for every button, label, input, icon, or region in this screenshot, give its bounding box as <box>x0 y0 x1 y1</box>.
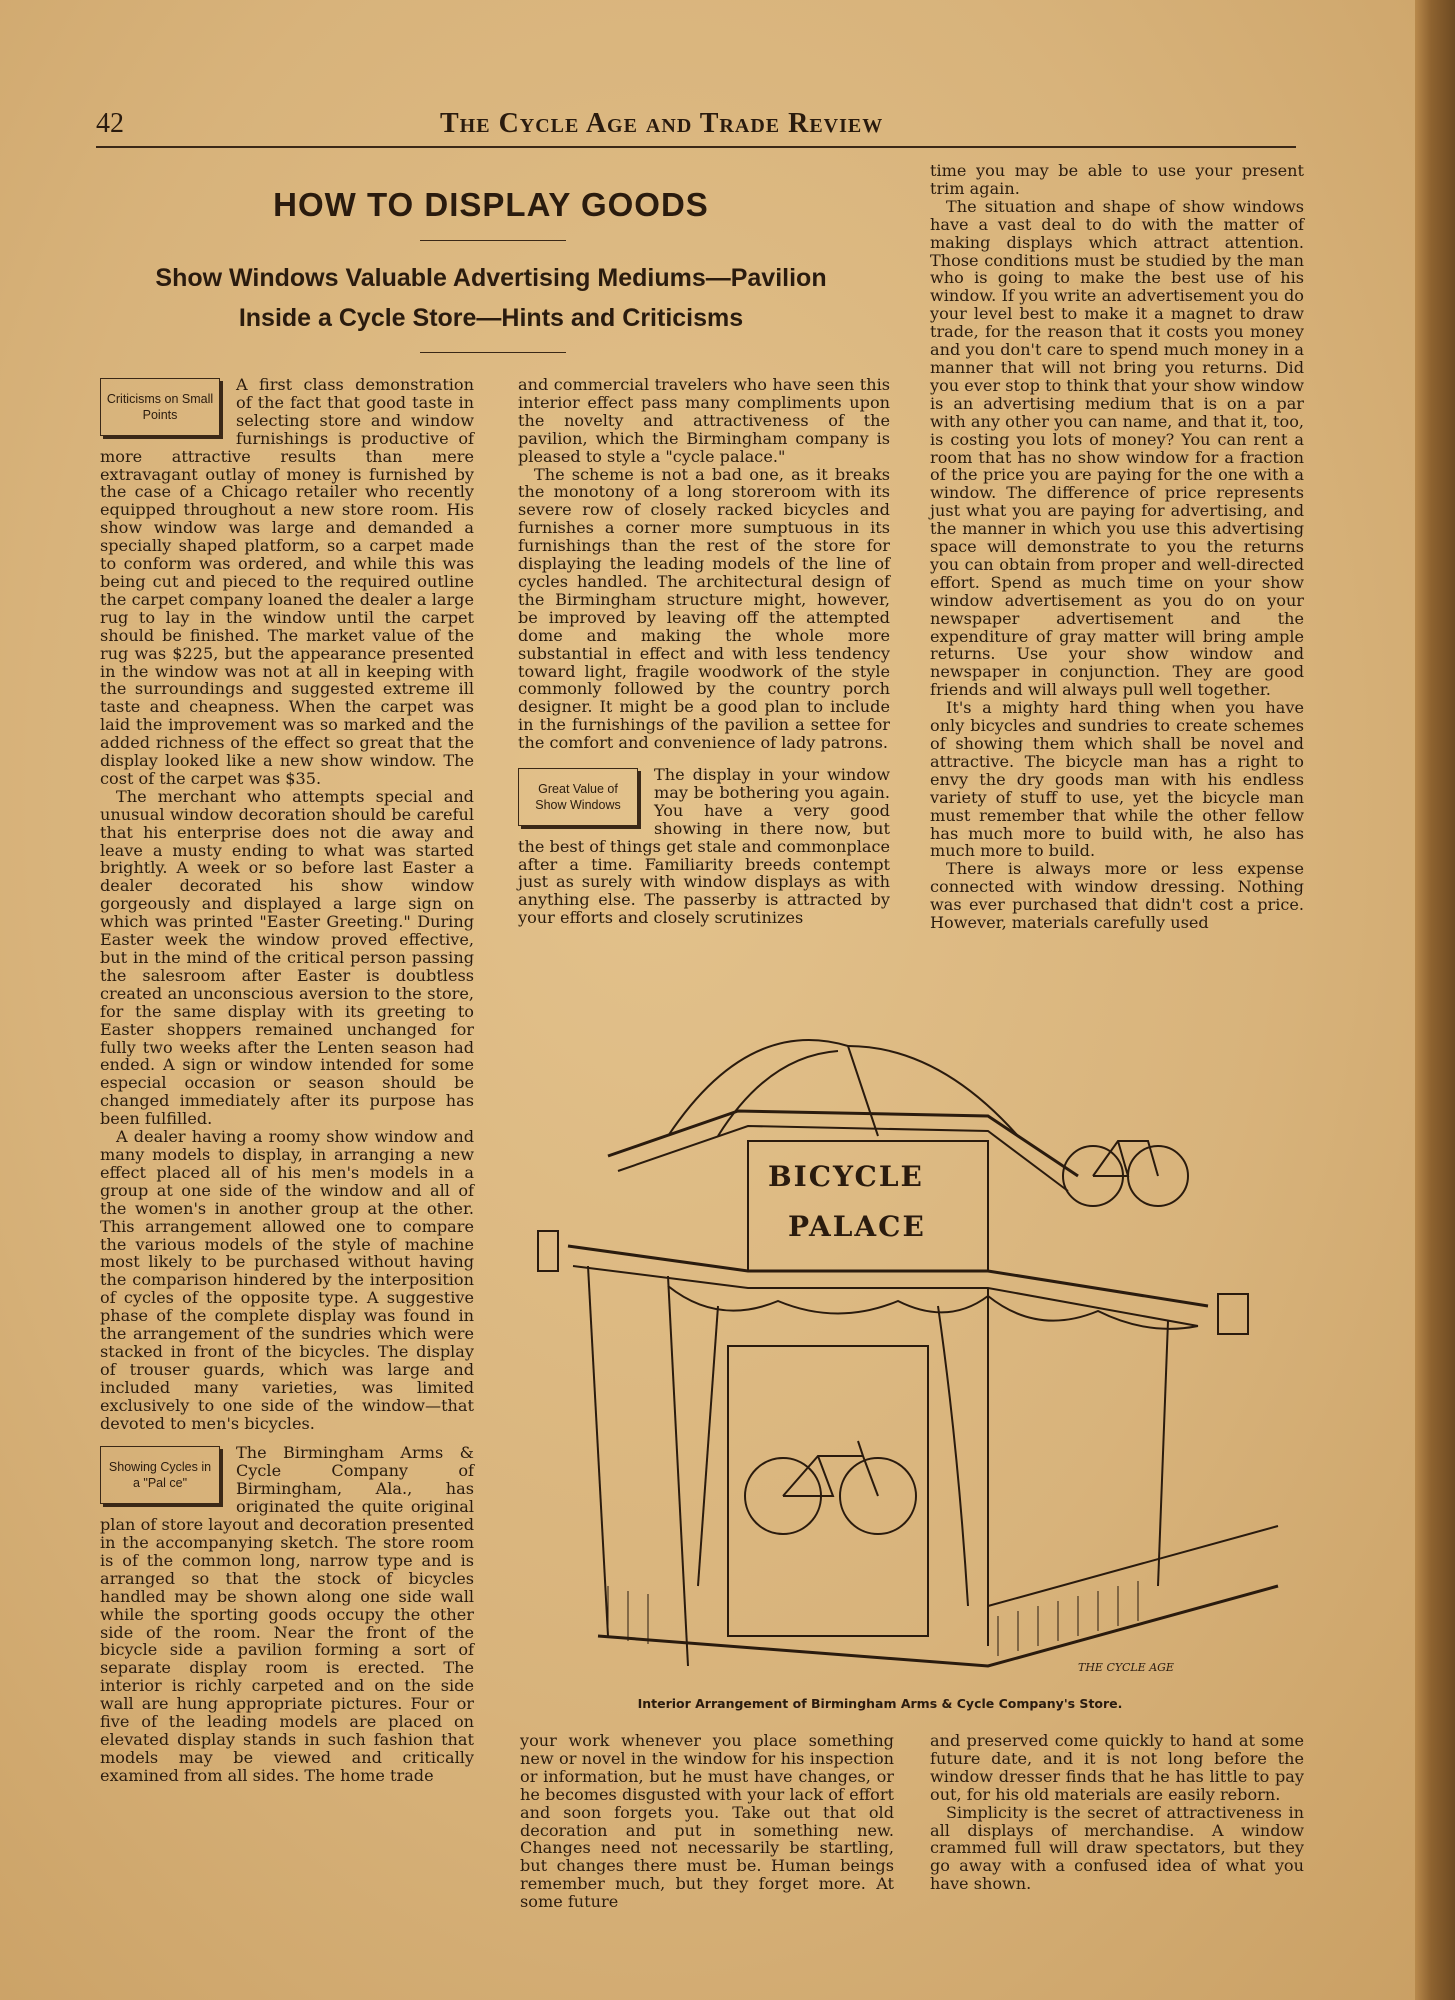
figure-caption: Interior Arrangement of Birmingham Arms & Cycle Company's Store. <box>637 1696 1123 1711</box>
paragraph-text: The display in your window may be bothering you again. You have a very good showing in there now, but the best of things get stale and commonplace after a time. Familiarity breeds contempt just as surely with window displays as with anything else. The passerby is attracted by your efforts and closely scrutinizes <box>518 765 890 928</box>
sign-line-2: PALACE <box>788 1210 926 1243</box>
paragraph: your work whenever you place something new or novel in the window for his inspection or information, but he must have changes, or he becomes disgusted with your lack of effort and soon forgets you. Take out that old decoration and put in something new. Changes need not necessarily be startling, but changes there must be. Human beings remember much, but they forget more. At some future <box>520 1731 894 1912</box>
paragraph-text: The Birmingham Arms & Cycle Company of Birmingham, Ala., has originated the quite original plan of store layout and decoration presented in the accompanying sketch. The store room is of the common long, narrow type and is arranged so that the stock of bicycles handled may be shown along one side wall while the sporting goods occupy the other side of the room. Near the front of the bicycle side a pavilion forming a sort of separate display room is erected. The interior is richly carpeted and on the side wall are hung appropriate pictures. Four or five of the leading models are placed on elevated display stands in such fashion that models may be viewed and critically examined from all sides. The home trade <box>100 1443 474 1785</box>
paragraph: There is always more or less expense connected with window dressing. Nothing was ever purchased that didn't cost a price. However, materials carefully used <box>930 859 1304 933</box>
paragraph: A dealer having a roomy show window and many models to display, in arranging a new effect placed all of his men's models in a group at one side of the window and all of the women's in another group at the other. This arrangement allowed one to compare the various models of the style of machine most likely to be purchased without having the comparison hindered by the interposition of cycles of the opposite type. A suggestive phase of the complete display was found in the arrangement of the sundries which were stacked in front of the bicycles. The display of trouser guards, which was large and included many varieties, was limited exclusively to one side of the window—that devoted to men's bicycles. <box>100 1127 474 1433</box>
paragraph: The merchant who attempts special and unusual window decoration should be careful that his enterprise does not die away and leave a musty ending to what was started brightly. A week or so before last Easter a dealer decorated his show window gorgeously and displayed a large sign on which was printed "Easter Greeting." During Easter week the window proved effective, but in the mind of the critical person passing the salesroom after Easter is doubtless created an unconscious aversion to the store, for the same display with its greeting to Easter shoppers remained unchanged for fully two weeks after the Lenten season had ended. A sign or window intended for some especial occasion or season should be changed immediately after its purpose has been fulfilled. <box>100 786 474 1129</box>
column-3-bottom <box>930 1732 1304 1893</box>
header-rule <box>96 146 1296 148</box>
sidebox-criticisms: Criticisms on Small Points <box>100 378 220 436</box>
column-3 <box>930 162 1304 932</box>
paragraph: The scheme is not a bad one, as it breaks the monotony of a long storeroom with its severe row of closely racked bicycles and furnishes a corner more sumptuous in its furnishings than the rest of the store for displaying the leading models of the line of cycles handled. The architectural design of the Birmingham structure might, however, be improved by leaving off the attempted dome and making the whole more substantial in effect and with less tendency toward light, fragile woodwork of the style commonly followed by the country porch designer. It might be a good plan to include in the furnishings of the pavilion a settee for the comfort and convenience of lady patrons. <box>518 464 890 753</box>
paragraph-text: A first class demonstration of the fact that good taste in selecting store and window furnishings is productive of more attractive results than mere extravagant outlay of money is furnished by the case of a Chicago retailer who recently equipped throughout a new store room. His show window was large and demanded a specially shaped platform, so a carpet made to conform was ordered, and while this was being cut and pieced to the required outline the carpet company loaned the dealer a large rug to lay in the window until the carpet should be finished. The market value of the rug was $225, but the appearance presented in the window was not at all in keeping with the surroundings and suggested extreme ill taste and cheapness. When the carpet was laid the improvement was so marked and the added richness of the effect so great that the display looked like a new show window. The cost of the carpet was $35. <box>100 375 474 788</box>
paragraph: The situation and shape of show windows have a vast deal to do with the matter of making displays which attract attention. Those conditions must be studied by the man who is going to make the best use of his window. If you write an advertisement you do your level best to make it a magnet to draw trade, for the reason that it costs you money and you don't care to spend much money in a manner that will not bring you returns. Did you ever stop to think that your show window is an advertising medium that is on a par with any other you can name, and that it, too, is costing you lots of money? You can rent a room that has no show window for a fraction of the price you are paying for the one with a window. The difference of price represents just what you are paying for advertising, and the manner in which you use this advertising space will demonstrate to you the returns you can obtain from proper and well-directed effort. Spend as much time on your show window advertisement as you do on your newspaper advertisement and the expenditure of gray matter will bring ample returns. Use your show window and newspaper in conjunction. They are good friends and will always pull well together. <box>930 196 1304 700</box>
article-title: HOW TO DISPLAY GOODS <box>273 186 709 223</box>
paragraph: time you may be able to use your present trim again. <box>930 161 1304 198</box>
deck-rule <box>420 352 566 353</box>
paragraph: and commercial travelers who have seen this interior effect pass many compliments upon the novelty and attractiveness of the pavilion, which the Birmingham company is pleased to style a "cycle palace." <box>518 375 890 466</box>
paragraph: and preserved come quickly to hand at some future date, and it is not long before the window dresser finds that he has little to pay out, for his old materials are easily reborn. <box>930 1731 1304 1804</box>
sidebox-showing-cycles: Showing Cycles in a "Pal ce" <box>100 1446 220 1504</box>
paragraph: It's a mighty hard thing when you have only bicycles and sundries to create schemes of showing them which shall be novel and attractive. The bicycle man has a right to envy the dry goods man with his endless variety of stuff to use, yet the bicycle man must remember that while the other fellow has much more to build with, he also has much more to build. <box>930 698 1304 861</box>
sidebox-great-value: Great Value of Show Windows <box>518 768 638 826</box>
paragraph: Simplicity is the secret of attractiveness in all displays of merchandise. A window crammed full will draw spectators, but they go away with a confused idea of what you have shown. <box>930 1802 1304 1894</box>
deck-line-1: Show Windows Valuable Advertising Mediums—Pavilion <box>155 264 827 292</box>
page-number: 42 <box>96 108 124 139</box>
paragraph <box>518 766 890 927</box>
book-spine <box>1415 0 1455 2000</box>
running-head: The Cycle Age and Trade Review <box>440 108 884 139</box>
sign-line-1: BICYCLE <box>768 1160 924 1193</box>
column-1 <box>100 376 474 1785</box>
paragraph <box>100 376 474 788</box>
bicycle-palace-illustration <box>518 1026 1298 1686</box>
column-2 <box>518 376 890 927</box>
deck-line-2: Inside a Cycle Store—Hints and Criticisms <box>238 304 744 332</box>
column-2-bottom <box>520 1732 894 1911</box>
paragraph <box>100 1444 474 1784</box>
article-deck <box>96 258 886 338</box>
title-rule <box>420 240 566 241</box>
artist-signature: THE CYCLE AGE <box>1078 1661 1174 1674</box>
